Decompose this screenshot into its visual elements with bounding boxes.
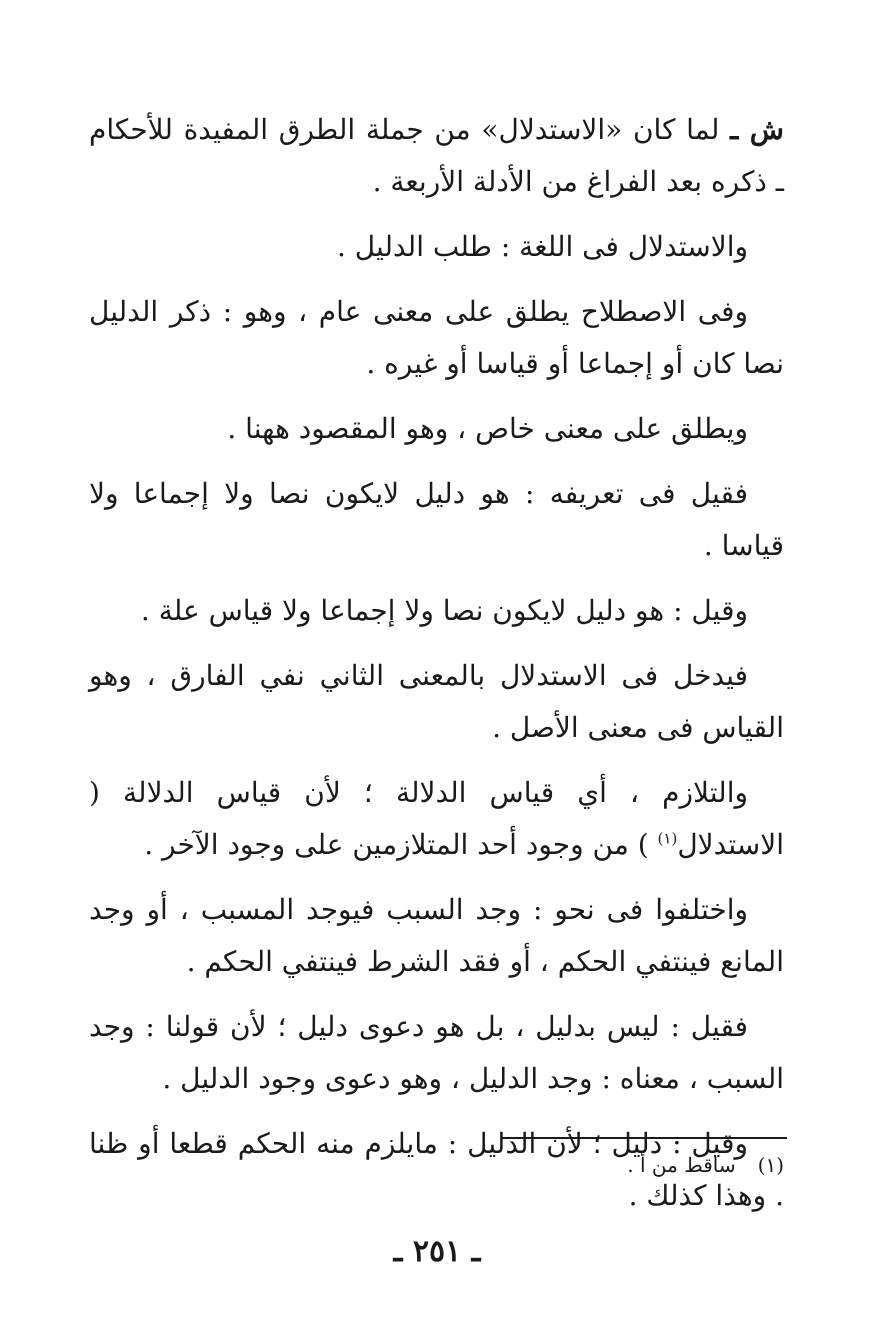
paragraph-text: وقيل : دليل ؛ لأن الدليل : مايلزم منه الحكم قطعا أو ظنا . وهذا كذلك .	[89, 1127, 784, 1212]
paragraph-text-tail: ) من وجود أحد المتلازمين على وجود الآخر .	[144, 828, 658, 861]
paragraph-2	[89, 221, 784, 273]
paragraph-8	[89, 767, 784, 871]
footnote-text: ساقط من أ .	[627, 1153, 736, 1177]
paragraph-text: وقيل : هو دليل لايكون نصا ولا إجماعا ولا قياس علة .	[140, 594, 748, 627]
paragraph-text: لما كان «الاستدلال» من جملة الطرق المفيدة للأحكام ـ ذكره بعد الفراغ من الأدلة الأربعة .	[89, 113, 784, 198]
paragraph-10	[89, 1001, 784, 1105]
paragraph-7	[89, 650, 784, 754]
footnote-mark: (١)	[757, 1153, 784, 1177]
paragraph-1	[89, 104, 784, 208]
paragraph-text: والتلازم ، أي قياس الدلالة ؛ لأن قياس الدلالة ( الاستدلال	[89, 776, 784, 861]
paragraph-text: ويطلق على معنى خاص ، وهو المقصود ههنا .	[227, 412, 748, 445]
page-number: ـ ٢٥١ ـ	[393, 1234, 481, 1269]
paragraph-text: فقيل : ليس بدليل ، بل هو دعوى دليل ؛ لأن قولنا : وجد السبب ، معناه : وجد الدليل ، وهو دعوى وجود الدليل .	[89, 1010, 784, 1095]
paragraph-6	[89, 585, 784, 637]
paragraph-text: والاستدلال فى اللغة : طلب الدليل .	[337, 230, 748, 263]
paragraph-5	[89, 468, 784, 572]
footnote	[627, 1150, 784, 1180]
footnote-reference[interactable]: (١)	[657, 829, 678, 848]
paragraph-4	[89, 403, 784, 455]
main-text	[89, 104, 784, 1235]
paragraph-9	[89, 884, 784, 988]
commentary-marker: ش ـ	[730, 113, 784, 146]
paragraph-3	[89, 286, 784, 390]
paragraph-text: واختلفوا فى نحو : وجد السبب فيوجد المسبب ، أو وجد المانع فينتفي الحكم ، أو فقد الشرط فينتفي الحكم .	[89, 893, 784, 978]
paragraph-text: وفى الاصطلاح يطلق على معنى عام ، وهو : ذكر الدليل نصا كان أو إجماعا أو قياسا أو غيره .	[89, 295, 784, 380]
paragraph-text: فقيل فى تعريفه : هو دليل لايكون نصا ولا إجماعا ولا قياسا .	[89, 477, 784, 562]
paragraph-text: فيدخل فى الاستدلال بالمعنى الثاني نفي الفارق ، وهو القياس فى معنى الأصل .	[89, 659, 784, 744]
footnote-divider	[501, 1137, 787, 1139]
